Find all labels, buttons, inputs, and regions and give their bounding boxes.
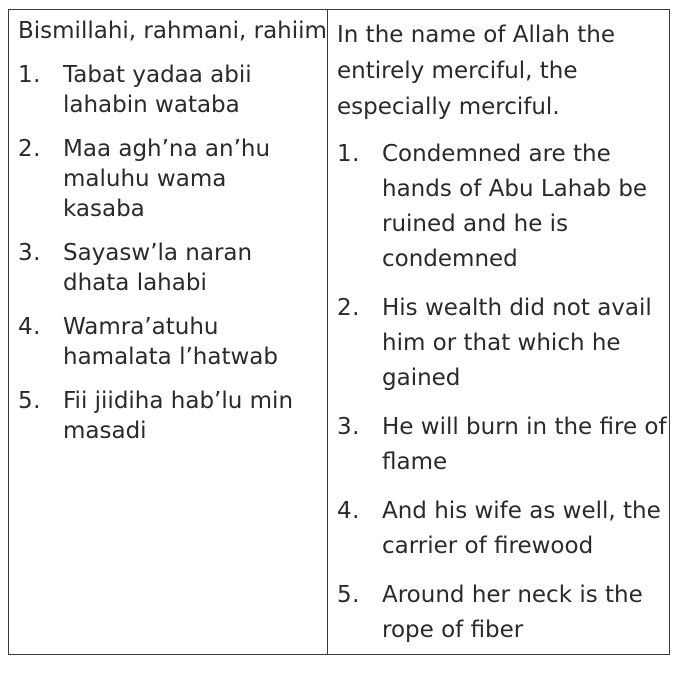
translation-heading: In the name of Allah the entirely merciful, the especially merciful. bbox=[337, 22, 615, 120]
item-number: 5. bbox=[18, 388, 41, 414]
item-text: Around her neck is the rope of fiber bbox=[382, 582, 643, 643]
item-number: 4. bbox=[18, 314, 41, 340]
item-number: 3. bbox=[18, 240, 41, 266]
list-item bbox=[337, 410, 669, 480]
list-item bbox=[18, 238, 327, 298]
translation-column bbox=[328, 10, 669, 654]
list-item bbox=[18, 60, 327, 120]
transliteration-list bbox=[18, 60, 327, 446]
item-number: 3. bbox=[337, 414, 360, 440]
list-item bbox=[337, 291, 669, 396]
item-text: Condemned are the hands of Abu Lahab be ruined and he is condemned bbox=[382, 141, 648, 272]
item-number: 4. bbox=[337, 498, 360, 524]
list-item bbox=[18, 312, 327, 372]
item-text: His wealth did not avail him or that which he gained bbox=[382, 295, 652, 391]
list-item bbox=[337, 137, 669, 277]
list-item bbox=[337, 494, 669, 564]
item-text: Sayasw’la naran dhata lahabi bbox=[63, 240, 253, 296]
item-text: Tabat yadaa abii lahabin wataba bbox=[63, 62, 252, 118]
list-item bbox=[337, 578, 669, 648]
item-text: He will burn in the fire of flame bbox=[382, 414, 667, 475]
transliteration-column bbox=[9, 10, 328, 654]
item-text: Fii jiidiha hab’lu min masadi bbox=[63, 388, 294, 444]
translation-list bbox=[337, 137, 669, 648]
item-text: Wamra’atuhu hamalata l’hatwab bbox=[63, 314, 278, 370]
list-item bbox=[18, 134, 327, 224]
item-number: 5. bbox=[337, 582, 360, 608]
item-number: 2. bbox=[18, 136, 41, 162]
translation-table bbox=[8, 9, 670, 655]
transliteration-heading: Bismillahi, rahmani, rahiim bbox=[18, 18, 327, 44]
item-text: And his wife as well, the carrier of firewood bbox=[382, 498, 661, 559]
item-number: 1. bbox=[337, 141, 360, 167]
list-item bbox=[18, 386, 327, 446]
item-number: 1. bbox=[18, 62, 41, 88]
item-text: Maa agh’na an’hu maluhu wama kasaba bbox=[63, 136, 271, 222]
item-number: 2. bbox=[337, 295, 360, 321]
